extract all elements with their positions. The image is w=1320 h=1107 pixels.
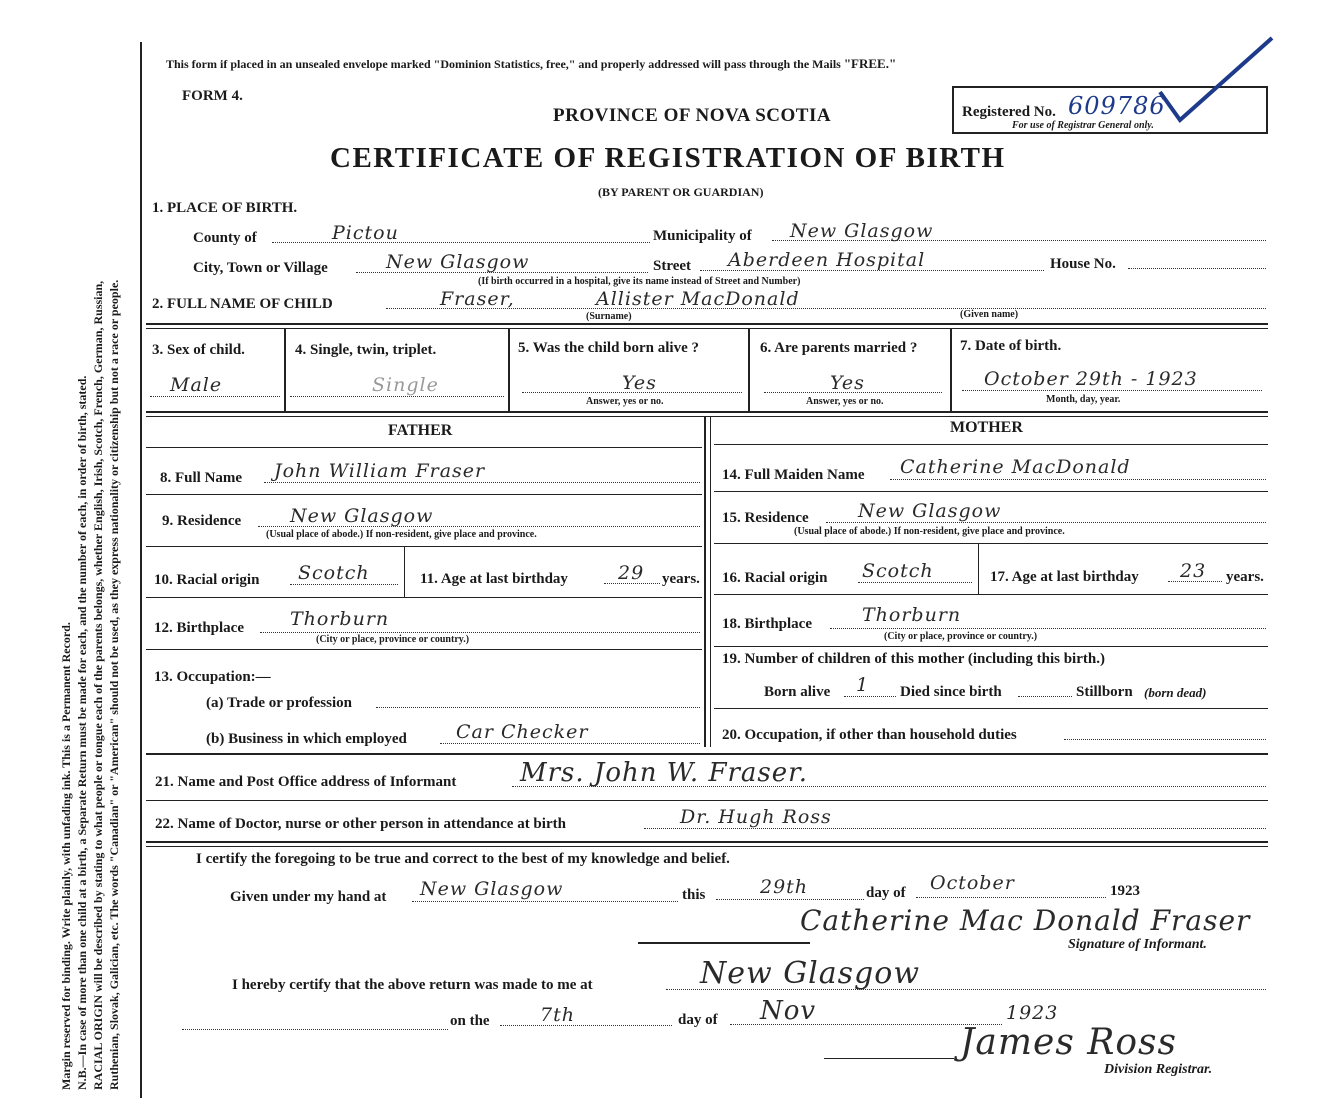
mother-occupation-dotline bbox=[1064, 739, 1266, 740]
checkmark-icon bbox=[1150, 30, 1280, 130]
divider bbox=[284, 329, 286, 411]
mother-birthplace-dotline bbox=[830, 628, 1266, 629]
divider bbox=[404, 547, 405, 597]
surname-caption: (Surname) bbox=[586, 311, 632, 322]
given-place-value: New Glasgow bbox=[420, 878, 564, 900]
mother-residence-label: 15. Residence bbox=[722, 510, 809, 526]
registrar-statement: I hereby certify that the above return was made to me at bbox=[232, 977, 593, 993]
side-note-line-1: Margin reserved for binding. Write plainly, with unfading ink. This is a Permanent Record. bbox=[59, 622, 73, 1090]
single-dotline bbox=[290, 396, 504, 397]
born-alive-count-dotline bbox=[844, 696, 896, 697]
mother-birthplace-caption: (City or place, province or country.) bbox=[884, 631, 1038, 642]
father-birthplace-label: 12. Birthplace bbox=[154, 620, 244, 636]
father-business-dotline bbox=[440, 743, 700, 744]
on-the-label: on the bbox=[450, 1013, 490, 1029]
mother-children-label: 19. Number of children of this mother (including this birth.) bbox=[722, 651, 1105, 667]
house-label: House No. bbox=[1050, 256, 1116, 272]
municipality-label: Municipality of bbox=[653, 228, 752, 244]
stillborn-note: (born dead) bbox=[1144, 685, 1207, 700]
father-residence-value: New Glasgow bbox=[290, 505, 434, 527]
divider bbox=[508, 329, 510, 411]
province-title: PROVINCE OF NOVA SCOTIA bbox=[553, 105, 832, 126]
parents-married-label: 6. Are parents married ? bbox=[760, 340, 918, 356]
given-place-dotline bbox=[412, 901, 678, 902]
born-alive-value: Yes bbox=[622, 372, 657, 394]
father-trade-label: (a) Trade or profession bbox=[206, 695, 352, 711]
column-divider bbox=[704, 417, 706, 747]
child-name-label: 2. FULL NAME OF CHILD bbox=[152, 296, 333, 312]
mother-age-label: 17. Age at last birthday bbox=[990, 569, 1139, 585]
single-label: 4. Single, twin, triplet. bbox=[295, 342, 437, 358]
registered-label: Registered No. bbox=[962, 104, 1056, 120]
street-value: Aberdeen Hospital bbox=[728, 249, 926, 271]
registrar-place-value: New Glasgow bbox=[700, 956, 921, 991]
registrar-day-dotline bbox=[500, 1025, 672, 1026]
registrar-note: For use of Registrar General only. bbox=[1012, 120, 1154, 131]
rule bbox=[146, 323, 1268, 325]
mother-heading: MOTHER bbox=[950, 419, 1023, 436]
place-of-birth-heading: 1. PLACE OF BIRTH. bbox=[152, 200, 298, 216]
father-occupation-label: 13. Occupation:— bbox=[154, 669, 271, 685]
rule bbox=[146, 416, 1268, 417]
born-alive-label: 5. Was the child born alive ? bbox=[518, 340, 699, 356]
father-birthplace-value: Thorburn bbox=[290, 608, 390, 630]
registered-number: 609786 bbox=[1068, 92, 1166, 120]
born-alive-count-label: Born alive bbox=[764, 684, 831, 700]
hospital-note: (If birth occurred in a hospital, give its name instead of Street and Number) bbox=[478, 276, 801, 287]
mother-name-label: 14. Full Maiden Name bbox=[722, 467, 865, 483]
registrar-month-value: Nov bbox=[760, 996, 817, 1026]
father-business-value: Car Checker bbox=[456, 721, 589, 743]
mother-name-dotline bbox=[890, 479, 1266, 480]
rule bbox=[714, 594, 1268, 595]
mother-occupation-label: 20. Occupation, if other than household duties bbox=[722, 727, 1017, 743]
dob-dotline bbox=[962, 390, 1262, 391]
father-racial-label: 10. Racial origin bbox=[154, 572, 260, 588]
given-name-caption: (Given name) bbox=[960, 309, 1019, 320]
rule bbox=[146, 597, 702, 598]
rule bbox=[714, 491, 1268, 492]
registrar-day-value: 7th bbox=[540, 1004, 575, 1026]
mother-residence-caption: (Usual place of abode.) If non-resident, give place and province. bbox=[794, 526, 1065, 537]
informant-value: Mrs. John W. Fraser. bbox=[520, 758, 808, 788]
given-month-dotline bbox=[916, 897, 1106, 898]
city-value: New Glasgow bbox=[386, 251, 530, 273]
father-business-label: (b) Business in which employed bbox=[206, 731, 407, 747]
registrar-day-of-label: day of bbox=[678, 1012, 718, 1028]
parents-married-value: Yes bbox=[830, 372, 865, 394]
sex-label: 3. Sex of child. bbox=[152, 342, 245, 358]
side-note-line-2: N.B.—In case of more than one child at a birth, a Separate Return must be made for each, and the number of each, in order of birth, stated. bbox=[75, 375, 89, 1090]
mother-residence-value: New Glasgow bbox=[858, 500, 1002, 522]
mother-birthplace-value: Thorburn bbox=[862, 604, 962, 626]
father-name-dotline bbox=[264, 482, 700, 483]
county-dotline bbox=[272, 242, 650, 243]
single-value: Single bbox=[372, 374, 439, 396]
rule bbox=[146, 800, 1268, 801]
rule bbox=[146, 846, 1268, 847]
county-value: Pictou bbox=[332, 222, 399, 244]
child-given-name: Allister MacDonald bbox=[596, 288, 800, 310]
side-note-line-3: RACIAL ORIGIN will be described by stating to what people or tongue each of the parents belongs, whether English, Irish, Scotch, French, German, Russian, bbox=[91, 280, 105, 1090]
rule bbox=[714, 646, 1268, 647]
father-age-label: 11. Age at last birthday bbox=[420, 571, 568, 587]
margin-rule bbox=[140, 42, 142, 1098]
registrar-prefix-dotline bbox=[182, 1029, 448, 1030]
county-label: County of bbox=[193, 230, 257, 246]
child-surname: Fraser, bbox=[440, 288, 515, 310]
mother-age-value: 23 bbox=[1180, 560, 1207, 582]
given-day-dotline bbox=[716, 899, 864, 900]
father-heading: FATHER bbox=[388, 422, 453, 439]
doctor-value: Dr. Hugh Ross bbox=[680, 806, 832, 828]
mother-birthplace-label: 18. Birthplace bbox=[722, 616, 812, 632]
father-birthplace-dotline bbox=[260, 632, 700, 633]
given-year-value: 1923 bbox=[1110, 883, 1140, 899]
father-age-suffix: years. bbox=[662, 571, 700, 587]
informant-label: 21. Name and Post Office address of Informant bbox=[155, 774, 457, 790]
page-subtitle: (BY PARENT OR GUARDIAN) bbox=[598, 185, 764, 199]
dob-caption: Month, day, year. bbox=[1046, 394, 1121, 405]
page-title: CERTIFICATE OF REGISTRATION OF BIRTH bbox=[330, 142, 1006, 174]
this-label: this bbox=[682, 887, 706, 903]
rule bbox=[714, 444, 1268, 445]
rule bbox=[824, 1058, 954, 1059]
certification-statement: I certify the foregoing to be true and correct to the best of my knowledge and belief. bbox=[196, 851, 730, 867]
rule bbox=[146, 494, 702, 495]
father-name-value: John William Fraser bbox=[274, 460, 486, 482]
parents-married-caption: Answer, yes or no. bbox=[806, 396, 884, 407]
given-day-of-label: day of bbox=[866, 885, 906, 901]
side-note-line-4: Ruthenian, Slovak, Galician, etc. The words "Canadian" or "American" should not be used, as they express nationality or citizenship but not a race or people. bbox=[107, 279, 121, 1090]
stillborn-label: Stillborn bbox=[1076, 684, 1133, 700]
rule bbox=[638, 942, 810, 944]
registrar-signature-caption: Division Registrar. bbox=[1104, 1062, 1213, 1077]
rule bbox=[146, 546, 702, 547]
born-alive-count-value: 1 bbox=[856, 674, 870, 696]
died-since-birth-label: Died since birth bbox=[900, 684, 1002, 700]
born-alive-caption: Answer, yes or no. bbox=[586, 396, 664, 407]
rule bbox=[146, 447, 702, 448]
given-day-value: 29th bbox=[760, 876, 809, 898]
divider bbox=[978, 544, 979, 594]
father-name-label: 8. Full Name bbox=[160, 470, 243, 486]
informant-signature: Catherine Mac Donald Fraser bbox=[800, 904, 1251, 937]
mail-notice: This form if placed in an unsealed envelope marked "Dominion Statistics, free," and properly addressed will pass through the Mails "FREE." bbox=[166, 56, 897, 71]
mother-residence-dotline bbox=[826, 522, 1266, 523]
father-age-value: 29 bbox=[618, 562, 645, 584]
registrar-signature: James Ross bbox=[960, 1022, 1177, 1063]
dob-value: October 29th - 1923 bbox=[984, 368, 1198, 390]
mother-racial-value: Scotch bbox=[862, 560, 934, 582]
given-under-label: Given under my hand at bbox=[230, 889, 387, 905]
house-dotline bbox=[1128, 268, 1266, 269]
sex-dotline bbox=[150, 396, 280, 397]
municipality-value: New Glasgow bbox=[790, 220, 934, 242]
father-birthplace-caption: (City or place, province or country.) bbox=[316, 634, 470, 645]
father-residence-label: 9. Residence bbox=[162, 513, 242, 529]
form-number: FORM 4. bbox=[182, 88, 243, 104]
street-label: Street bbox=[653, 258, 692, 274]
mother-racial-label: 16. Racial origin bbox=[722, 570, 828, 586]
mother-racial-dotline bbox=[858, 582, 972, 583]
side-margin-notes bbox=[58, 40, 128, 1090]
city-label: City, Town or Village bbox=[193, 260, 328, 276]
registrar-year-value: 1923 bbox=[1006, 1002, 1059, 1024]
rule bbox=[146, 328, 1268, 329]
dob-label: 7. Date of birth. bbox=[960, 338, 1062, 354]
rule bbox=[146, 753, 1268, 755]
child-name-dotline bbox=[386, 308, 1266, 309]
rule bbox=[146, 841, 1268, 843]
divider bbox=[748, 329, 750, 411]
mother-name-value: Catherine MacDonald bbox=[900, 456, 1131, 478]
died-since-birth-dotline bbox=[1018, 696, 1072, 697]
rule bbox=[146, 411, 1268, 413]
rule bbox=[714, 543, 1268, 544]
father-residence-caption: (Usual place of abode.) If non-resident, give place and province. bbox=[266, 529, 537, 540]
informant-signature-caption: Signature of Informant. bbox=[1068, 937, 1207, 952]
doctor-label: 22. Name of Doctor, nurse or other person in attendance at birth bbox=[155, 816, 566, 832]
doctor-dotline bbox=[644, 828, 1266, 829]
mother-age-suffix: years. bbox=[1226, 569, 1264, 585]
given-month-value: October bbox=[930, 872, 1015, 894]
rule bbox=[714, 708, 1268, 709]
column-divider bbox=[710, 417, 711, 747]
divider bbox=[950, 329, 952, 411]
father-racial-dotline bbox=[290, 584, 398, 585]
father-racial-value: Scotch bbox=[298, 562, 370, 584]
sex-value: Male bbox=[170, 374, 223, 396]
rule bbox=[146, 649, 702, 650]
father-trade-dotline bbox=[376, 707, 700, 708]
